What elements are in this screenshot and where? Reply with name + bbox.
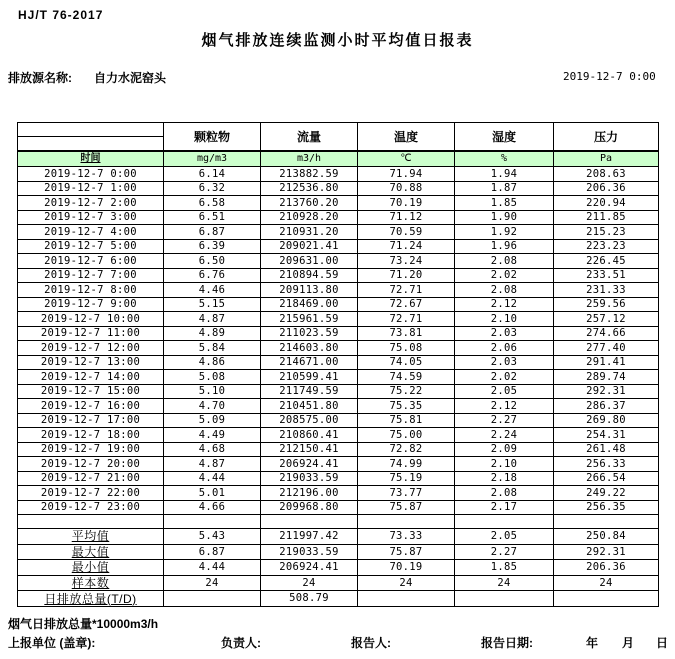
value-cell: 72.71 [358, 312, 455, 327]
value-cell: 1.87 [455, 181, 554, 196]
value-cell: 219033.59 [261, 471, 358, 486]
value-cell: 4.44 [164, 471, 261, 486]
summary-value-cell: 250.84 [554, 529, 659, 545]
signature-row [0, 634, 675, 650]
value-cell: 5.15 [164, 297, 261, 312]
value-cell: 256.35 [554, 500, 659, 515]
value-cell: 2.10 [455, 312, 554, 327]
value-cell: 215.23 [554, 225, 659, 240]
value-cell: 210894.59 [261, 268, 358, 283]
value-cell: 249.22 [554, 486, 659, 501]
day-label: 日 [656, 636, 669, 650]
value-cell: 269.80 [554, 413, 659, 428]
value-cell: 208575.00 [261, 413, 358, 428]
hourly-row [18, 471, 659, 486]
hourly-row [18, 210, 659, 225]
standard-number: HJ/T 76-2017 [18, 8, 104, 22]
value-cell: 6.87 [164, 225, 261, 240]
summary-value-cell [164, 591, 261, 607]
column-header-flow: 流量 [261, 123, 358, 152]
time-cell: 2019-12-7 2:00 [18, 196, 164, 211]
value-cell: 2.08 [455, 486, 554, 501]
hourly-row [18, 442, 659, 457]
time-cell: 2019-12-7 16:00 [18, 399, 164, 414]
value-cell: 5.84 [164, 341, 261, 356]
value-cell: 257.12 [554, 312, 659, 327]
value-cell: 75.35 [358, 399, 455, 414]
value-cell: 73.24 [358, 254, 455, 269]
value-cell: 210451.80 [261, 399, 358, 414]
value-cell: 71.20 [358, 268, 455, 283]
value-cell: 71.12 [358, 210, 455, 225]
value-cell: 74.05 [358, 355, 455, 370]
time-cell: 2019-12-7 1:00 [18, 181, 164, 196]
value-cell: 2.02 [455, 268, 554, 283]
value-cell: 223.23 [554, 239, 659, 254]
emission-source-row [8, 69, 166, 86]
value-cell: 75.22 [358, 384, 455, 399]
summary-label: 日排放总量(T/D) [18, 591, 164, 607]
time-cell: 2019-12-7 13:00 [18, 355, 164, 370]
value-cell: 218469.00 [261, 297, 358, 312]
value-cell: 70.19 [358, 196, 455, 211]
value-cell: 209631.00 [261, 254, 358, 269]
value-cell: 214603.80 [261, 341, 358, 356]
hourly-row [18, 167, 659, 182]
value-cell: 259.56 [554, 297, 659, 312]
blank-row [18, 515, 659, 529]
value-cell: 74.59 [358, 370, 455, 385]
value-cell: 6.50 [164, 254, 261, 269]
value-cell: 2.08 [455, 283, 554, 298]
value-cell: 4.86 [164, 355, 261, 370]
summary-value-cell: 5.43 [164, 529, 261, 545]
value-cell: 4.70 [164, 399, 261, 414]
time-cell: 2019-12-7 23:00 [18, 500, 164, 515]
value-cell: 2.08 [455, 254, 554, 269]
value-cell: 75.19 [358, 471, 455, 486]
report-table [17, 122, 659, 607]
time-cell: 2019-12-7 0:00 [18, 167, 164, 182]
value-cell: 277.40 [554, 341, 659, 356]
hourly-row [18, 181, 659, 196]
value-cell: 256.33 [554, 457, 659, 472]
unit-temperature: ℃ [358, 151, 455, 167]
summary-row [18, 591, 659, 607]
summary-value-cell: 292.31 [554, 544, 659, 560]
value-cell: 215961.59 [261, 312, 358, 327]
summary-label: 样本数 [18, 575, 164, 591]
value-cell: 6.39 [164, 239, 261, 254]
column-header-particulate: 颗粒物 [164, 123, 261, 152]
summary-value-cell: 4.44 [164, 560, 261, 576]
value-cell: 2.05 [455, 384, 554, 399]
value-cell: 2.06 [455, 341, 554, 356]
value-cell: 1.90 [455, 210, 554, 225]
value-cell: 72.71 [358, 283, 455, 298]
value-cell: 73.81 [358, 326, 455, 341]
summary-row [18, 529, 659, 545]
column-header-temperature: 温度 [358, 123, 455, 152]
time-cell: 2019-12-7 10:00 [18, 312, 164, 327]
value-cell: 2.10 [455, 457, 554, 472]
value-cell: 75.87 [358, 500, 455, 515]
summary-row [18, 560, 659, 576]
emission-source-label: 排放源名称: [8, 71, 72, 85]
summary-row [18, 575, 659, 591]
summary-value-cell [455, 591, 554, 607]
time-cell: 2019-12-7 6:00 [18, 254, 164, 269]
value-cell: 1.85 [455, 196, 554, 211]
value-cell: 209113.80 [261, 283, 358, 298]
value-cell: 5.08 [164, 370, 261, 385]
summary-value-cell: 508.79 [261, 591, 358, 607]
value-cell: 6.51 [164, 210, 261, 225]
value-cell: 72.67 [358, 297, 455, 312]
value-cell: 210928.20 [261, 210, 358, 225]
time-cell: 2019-12-7 5:00 [18, 239, 164, 254]
summary-value-cell: 219033.59 [261, 544, 358, 560]
summary-value-cell: 206.36 [554, 560, 659, 576]
unit-particulate: mg/m3 [164, 151, 261, 167]
report-datetime: 2019-12-7 0:00 [563, 70, 656, 83]
value-cell: 5.09 [164, 413, 261, 428]
summary-value-cell: 206924.41 [261, 560, 358, 576]
value-cell: 4.89 [164, 326, 261, 341]
blank-cell [358, 515, 455, 529]
value-cell: 2.03 [455, 355, 554, 370]
blank-cell [164, 515, 261, 529]
hourly-row [18, 428, 659, 443]
value-cell: 4.68 [164, 442, 261, 457]
hourly-row [18, 370, 659, 385]
time-cell: 2019-12-7 15:00 [18, 384, 164, 399]
header-row-top [18, 123, 659, 137]
time-cell: 2019-12-7 3:00 [18, 210, 164, 225]
value-cell: 231.33 [554, 283, 659, 298]
value-cell: 208.63 [554, 167, 659, 182]
time-cell: 2019-12-7 17:00 [18, 413, 164, 428]
total-emission-note: 烟气日排放总量*10000m3/h [8, 617, 159, 631]
summary-value-cell: 24 [554, 575, 659, 591]
hourly-row [18, 239, 659, 254]
value-cell: 292.31 [554, 384, 659, 399]
value-cell: 291.41 [554, 355, 659, 370]
reporter-label: 报告人: [351, 636, 391, 650]
summary-body [18, 515, 659, 607]
column-header-pressure: 压力 [554, 123, 659, 152]
hourly-row [18, 268, 659, 283]
report-unit-label: 上报单位 (盖章): [8, 636, 96, 650]
summary-value-cell: 24 [358, 575, 455, 591]
blank-cell [261, 515, 358, 529]
value-cell: 2.12 [455, 297, 554, 312]
summary-value-cell: 2.05 [455, 529, 554, 545]
value-cell: 2.18 [455, 471, 554, 486]
value-cell: 4.49 [164, 428, 261, 443]
value-cell: 206924.41 [261, 457, 358, 472]
unit-pressure: Pa [554, 151, 659, 167]
unit-humidity: % [455, 151, 554, 167]
value-cell: 4.66 [164, 500, 261, 515]
hourly-row [18, 312, 659, 327]
hourly-row [18, 326, 659, 341]
hourly-row [18, 196, 659, 211]
time-cell: 2019-12-7 19:00 [18, 442, 164, 457]
time-cell: 2019-12-7 8:00 [18, 283, 164, 298]
value-cell: 2.17 [455, 500, 554, 515]
hourly-row [18, 399, 659, 414]
value-cell: 2.02 [455, 370, 554, 385]
value-cell: 209021.41 [261, 239, 358, 254]
summary-value-cell: 24 [164, 575, 261, 591]
summary-value-cell: 1.85 [455, 560, 554, 576]
hourly-row [18, 457, 659, 472]
value-cell: 254.31 [554, 428, 659, 443]
value-cell: 2.03 [455, 326, 554, 341]
blank-cell [18, 515, 164, 529]
hourly-row [18, 283, 659, 298]
value-cell: 226.45 [554, 254, 659, 269]
value-cell: 73.77 [358, 486, 455, 501]
page-title: 烟气排放连续监测小时平均值日报表 [201, 32, 474, 49]
value-cell: 286.37 [554, 399, 659, 414]
blank-cell [455, 515, 554, 529]
value-cell: 233.51 [554, 268, 659, 283]
unit-flow: m3/h [261, 151, 358, 167]
value-cell: 212536.80 [261, 181, 358, 196]
value-cell: 1.94 [455, 167, 554, 182]
summary-value-cell: 73.33 [358, 529, 455, 545]
value-cell: 211023.59 [261, 326, 358, 341]
unit-row [18, 151, 659, 167]
value-cell: 4.46 [164, 283, 261, 298]
corner-cell-bottom [18, 137, 164, 152]
value-cell: 70.59 [358, 225, 455, 240]
value-cell: 1.92 [455, 225, 554, 240]
summary-value-cell: 24 [261, 575, 358, 591]
summary-label: 平均值 [18, 529, 164, 545]
hourly-row [18, 384, 659, 399]
value-cell: 289.74 [554, 370, 659, 385]
summary-value-cell [554, 591, 659, 607]
value-cell: 70.88 [358, 181, 455, 196]
value-cell: 212150.41 [261, 442, 358, 457]
summary-value-cell: 24 [455, 575, 554, 591]
hourly-row [18, 254, 659, 269]
hourly-row [18, 341, 659, 356]
value-cell: 212196.00 [261, 486, 358, 501]
value-cell: 211749.59 [261, 384, 358, 399]
value-cell: 5.01 [164, 486, 261, 501]
time-cell: 2019-12-7 20:00 [18, 457, 164, 472]
value-cell: 2.27 [455, 413, 554, 428]
value-cell: 75.00 [358, 428, 455, 443]
value-cell: 74.99 [358, 457, 455, 472]
value-cell: 266.54 [554, 471, 659, 486]
value-cell: 214671.00 [261, 355, 358, 370]
value-cell: 2.24 [455, 428, 554, 443]
summary-label: 最小值 [18, 560, 164, 576]
value-cell: 72.82 [358, 442, 455, 457]
value-cell: 75.81 [358, 413, 455, 428]
value-cell: 71.94 [358, 167, 455, 182]
value-cell: 213882.59 [261, 167, 358, 182]
value-cell: 261.48 [554, 442, 659, 457]
value-cell: 6.58 [164, 196, 261, 211]
value-cell: 71.24 [358, 239, 455, 254]
summary-value-cell: 70.19 [358, 560, 455, 576]
value-cell: 75.08 [358, 341, 455, 356]
hourly-row [18, 413, 659, 428]
time-cell: 2019-12-7 12:00 [18, 341, 164, 356]
summary-row [18, 544, 659, 560]
hourly-row [18, 225, 659, 240]
hourly-row [18, 297, 659, 312]
summary-value-cell: 211997.42 [261, 529, 358, 545]
value-cell: 220.94 [554, 196, 659, 211]
corner-cell-top [18, 123, 164, 137]
blank-cell [554, 515, 659, 529]
hourly-row [18, 500, 659, 515]
value-cell: 4.87 [164, 457, 261, 472]
time-cell: 2019-12-7 4:00 [18, 225, 164, 240]
report-date-label: 报告日期: [481, 636, 533, 650]
time-cell: 2019-12-7 18:00 [18, 428, 164, 443]
value-cell: 211.85 [554, 210, 659, 225]
summary-label: 最大值 [18, 544, 164, 560]
column-header-humidity: 湿度 [455, 123, 554, 152]
time-cell: 2019-12-7 14:00 [18, 370, 164, 385]
value-cell: 213760.20 [261, 196, 358, 211]
value-cell: 1.96 [455, 239, 554, 254]
responsible-label: 负责人: [221, 636, 261, 650]
value-cell: 209968.80 [261, 500, 358, 515]
value-cell: 2.12 [455, 399, 554, 414]
value-cell: 210599.41 [261, 370, 358, 385]
time-cell: 2019-12-7 21:00 [18, 471, 164, 486]
value-cell: 6.76 [164, 268, 261, 283]
time-header: 时间 [18, 151, 164, 167]
hourly-row [18, 355, 659, 370]
summary-value-cell: 6.87 [164, 544, 261, 560]
time-cell: 2019-12-7 22:00 [18, 486, 164, 501]
hourly-row [18, 486, 659, 501]
time-cell: 2019-12-7 7:00 [18, 268, 164, 283]
value-cell: 210860.41 [261, 428, 358, 443]
time-cell: 2019-12-7 9:00 [18, 297, 164, 312]
value-cell: 210931.20 [261, 225, 358, 240]
emission-source-name: 自力水泥窑头 [94, 71, 167, 85]
month-label: 月 [622, 636, 635, 650]
time-cell: 2019-12-7 11:00 [18, 326, 164, 341]
summary-value-cell: 2.27 [455, 544, 554, 560]
value-cell: 206.36 [554, 181, 659, 196]
value-cell: 2.09 [455, 442, 554, 457]
year-label: 年 [586, 636, 599, 650]
value-cell: 5.10 [164, 384, 261, 399]
value-cell: 4.87 [164, 312, 261, 327]
value-cell: 6.14 [164, 167, 261, 182]
summary-value-cell: 75.87 [358, 544, 455, 560]
value-cell: 6.32 [164, 181, 261, 196]
hourly-data-body [18, 167, 659, 515]
value-cell: 274.66 [554, 326, 659, 341]
summary-value-cell [358, 591, 455, 607]
